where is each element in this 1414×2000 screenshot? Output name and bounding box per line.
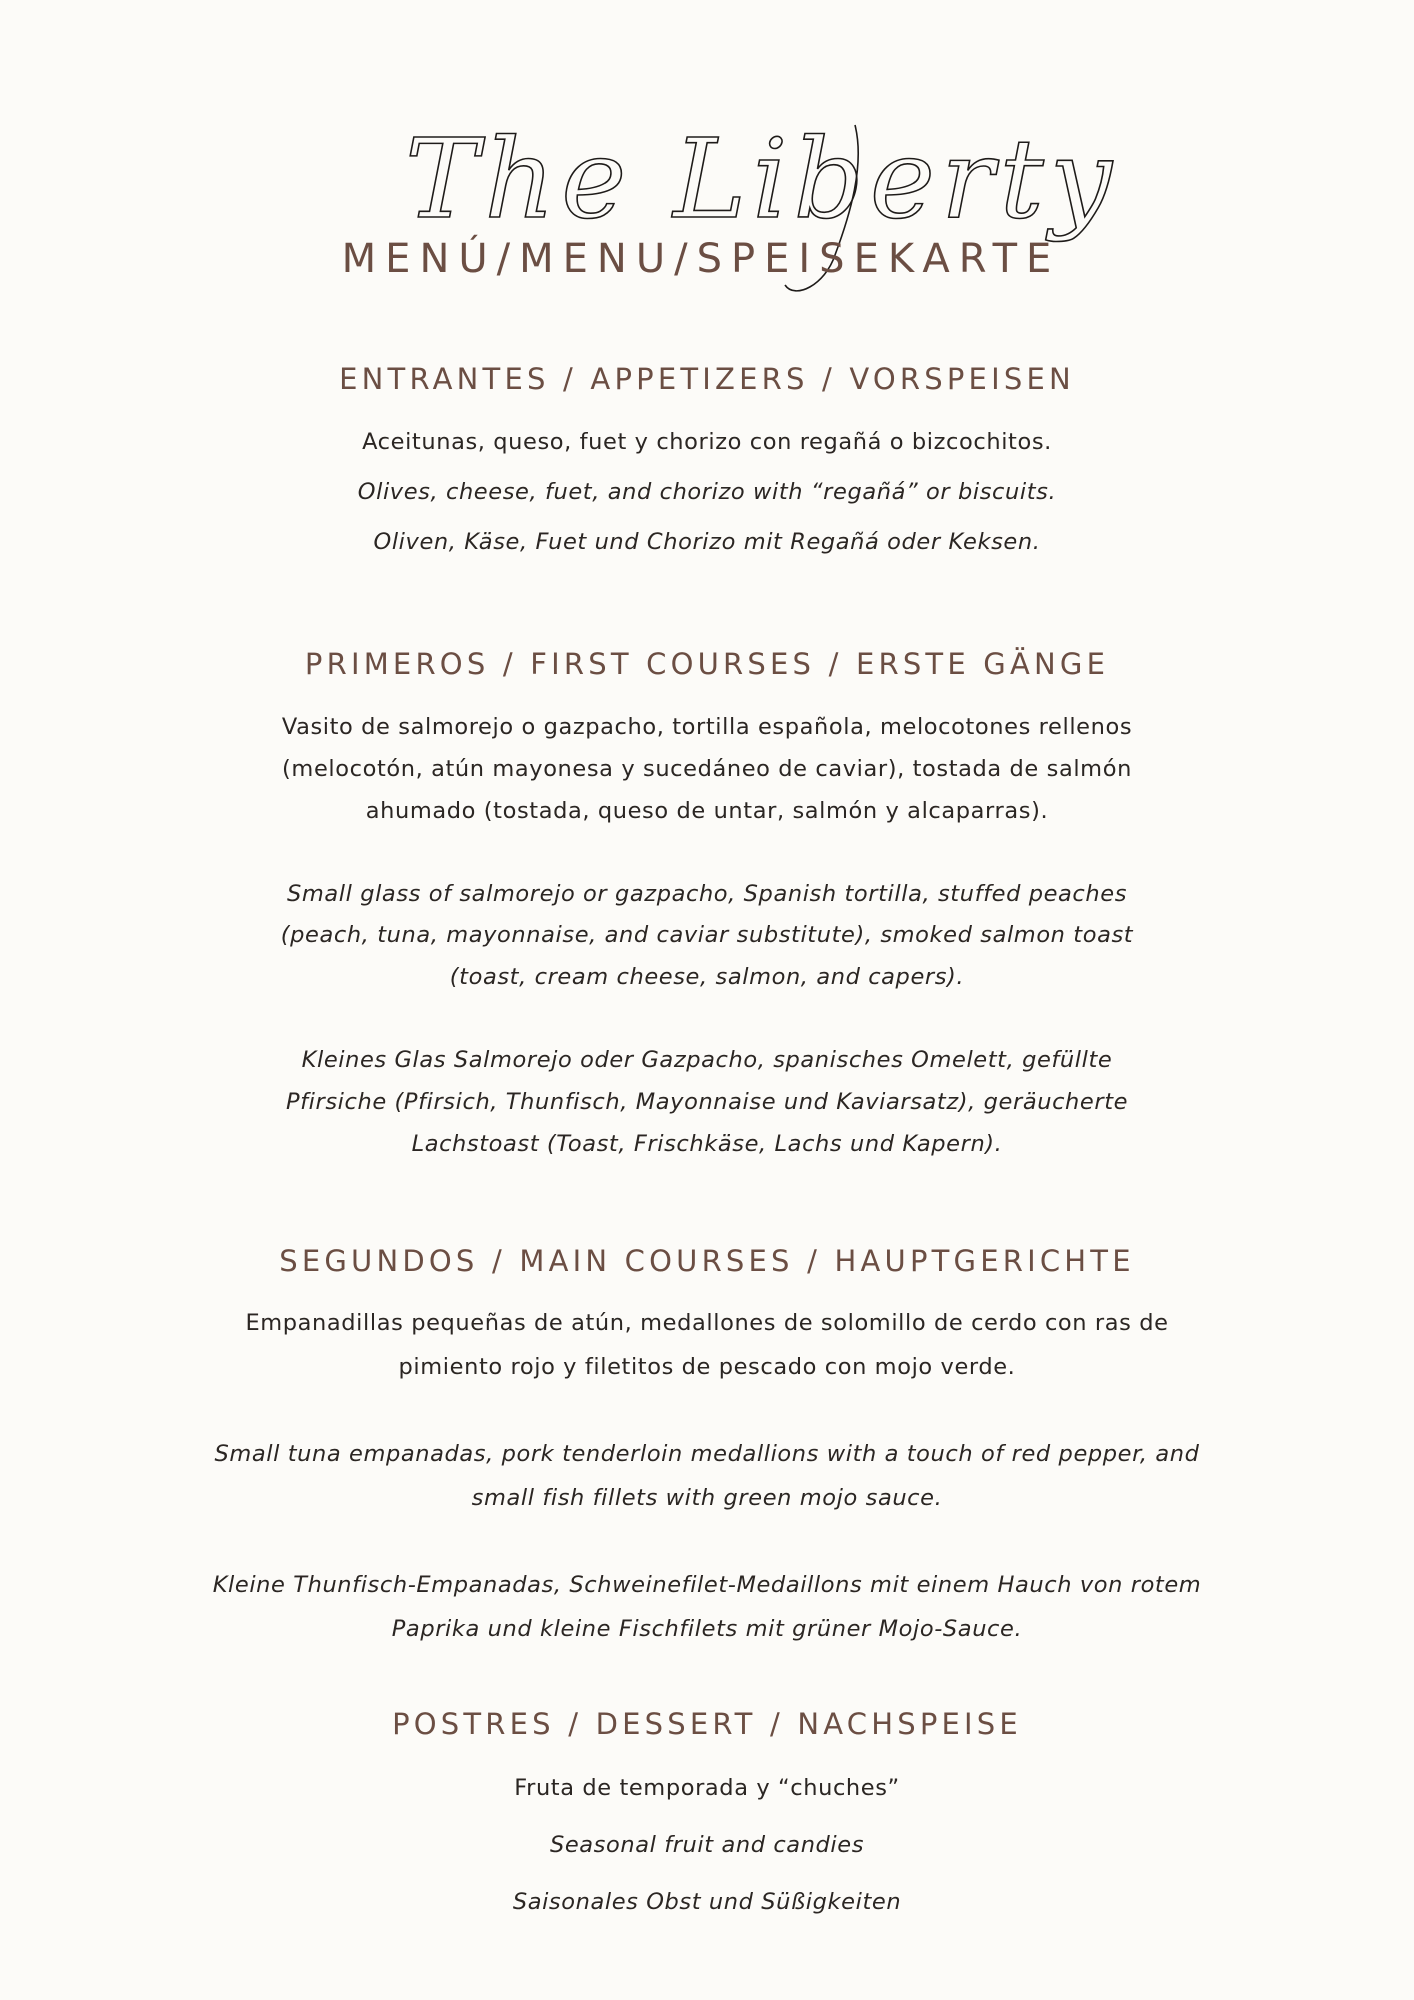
main-courses-de-line-1: Kleine Thunfisch-Empanadas, Schweinefilet-Medaillons mit einem Hauch von rotem: [212, 1572, 1202, 1598]
first-courses-es-line-3: ahumado (tostada, queso de untar, salmón y alcaparras).: [365, 798, 1049, 824]
main-courses-de-line-2: Paprika und kleine Fischfilets mit grüner Mojo-Sauce.: [391, 1616, 1023, 1642]
appetizers-en: Olives, cheese, fuet, and chorizo with “regañá” or biscuits.: [357, 479, 1057, 505]
first-courses-en-line-1: Small glass of salmorejo or gazpacho, Spanish tortilla, stuffed peaches: [286, 881, 1128, 907]
section-title-dessert: POSTRES / DESSERT / NACHSPEISE: [392, 1707, 1022, 1741]
menu-subtitle: [0, 236, 1414, 282]
first-courses-de-line-1: Kleines Glas Salmorejo oder Gazpacho, spanisches Omelett, gefüllte: [301, 1047, 1113, 1073]
main-courses-en-line-2: small fish fillets with green mojo sauce.: [471, 1485, 943, 1511]
logo-text: The Liberty: [405, 115, 1118, 243]
appetizers-de: Oliven, Käse, Fuet und Chorizo mit Regañá oder Keksen.: [373, 529, 1041, 555]
first-courses-es-line-2: (melocotón, atún mayonesa y sucedáneo de caviar), tostada de salmón: [282, 756, 1132, 782]
menu-subtitle-text: MENÚ/MENU/SPEISEKARTE: [341, 236, 1061, 282]
dessert-es: Fruta de temporada y “chuches”: [514, 1775, 900, 1801]
first-courses-es-line-1: Vasito de salmorejo o gazpacho, tortilla española, melocotones rellenos: [281, 714, 1133, 740]
main-courses-es-line-1: Empanadillas pequeñas de atún, medallones de solomillo de cerdo con ras de: [245, 1310, 1169, 1336]
dessert-de: Saisonales Obst und Süßigkeiten: [512, 1889, 902, 1915]
section-title-first-courses: PRIMEROS / FIRST COURSES / ERSTE GÄNGE: [304, 647, 1110, 681]
main-courses-es-line-2: pimiento rojo y filetitos de pescado con mojo verde.: [398, 1354, 1016, 1380]
section-title-main-courses: SEGUNDOS / MAIN COURSES / HAUPTGERICHTE: [279, 1244, 1135, 1278]
first-courses-en-line-2: (peach, tuna, mayonnaise, and caviar substitute), smoked salmon toast: [280, 922, 1134, 948]
section-title-appetizers: ENTRANTES / APPETIZERS / VORSPEISEN: [339, 362, 1075, 396]
dessert-en: Seasonal fruit and candies: [549, 1832, 865, 1858]
appetizers-es: Aceitunas, queso, fuet y chorizo con regañá o bizcochitos.: [362, 429, 1052, 455]
main-courses-en-line-1: Small tuna empanadas, pork tenderloin medallions with a touch of red pepper, and: [214, 1441, 1200, 1467]
first-courses-en-line-3: (toast, cream cheese, salmon, and capers).: [449, 964, 965, 990]
first-courses-de-line-2: Pfirsiche (Pfirsich, Thunfisch, Mayonnaise und Kaviarsatz), geräucherte: [285, 1089, 1129, 1115]
first-courses-de-line-3: Lachstoast (Toast, Frischkäse, Lachs und Kapern).: [411, 1131, 1003, 1157]
